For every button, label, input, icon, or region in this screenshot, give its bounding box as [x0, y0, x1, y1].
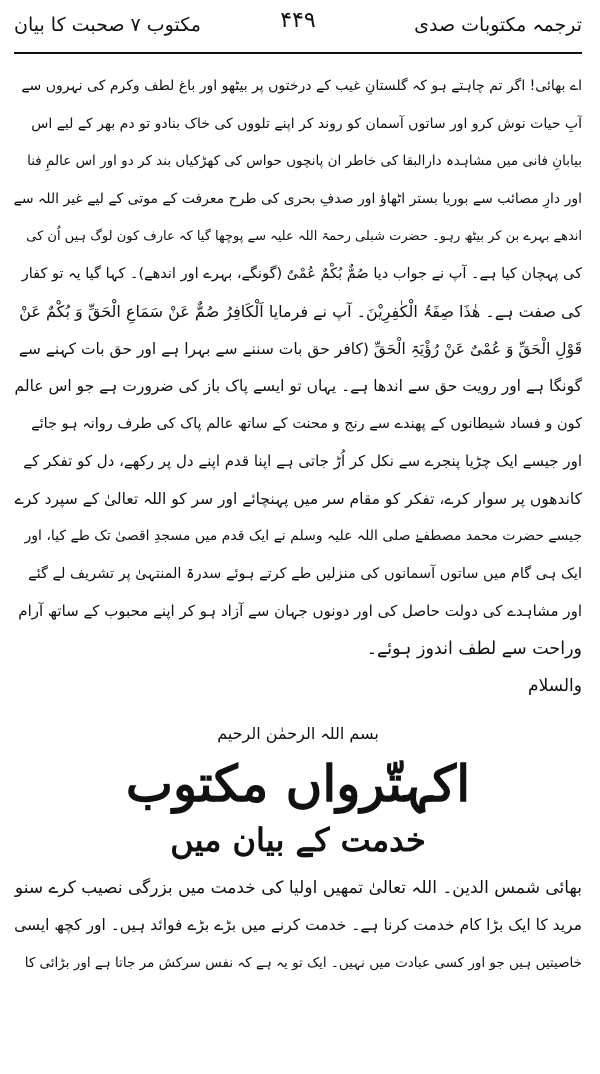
page-header [14, 0, 582, 46]
text-line: مرید کا ایک بڑا کام خدمت کرنا ہے۔ خدمت کرنے میں بڑے بڑے فوائد ہیں۔ اور کچھ ایسی [14, 916, 582, 934]
running-title-right: ترجمہ مکتوبات صدی [414, 14, 582, 36]
text-line: اے بھائی! اگر تم چاہتے ہو کہ گلستانِ غیب کے درختوں پر بیٹھو اور باغ لطف وکرم کی نہروں سے [21, 78, 582, 94]
text-line: اور مشاہدے کی دولت حاصل کی اور دونوں جہان سے آزاد ہو کر اپنے محبوب کے ساتھ آرام [18, 602, 582, 620]
running-title-left: مکتوب ۷ صحبت کا بیان [14, 14, 201, 36]
text-line: کی صفت ہے۔ ھٰذَا صِفَۃُ الْکٰفِرِیْنَ۔ آپ نے فرمایا اَلْکَافِرُ صُمٌّ عَنْ سَمَاعِ الْحَقِّ وَ بُکْمٌ عَنْ [19, 302, 582, 321]
text-line: بھائی شمس الدین۔ اللہ تعالیٰ تمھیں اولیا کی خدمت میں بزرگی نصیب کرے سنو [14, 877, 582, 898]
text-line: خاصیتیں ہیں جو اور کسی عبادت میں نہیں۔ ایک تو یہ ہے کہ نفس سرکش مر جاتا ہے اور بڑائی کا [24, 954, 582, 971]
letter-subtitle: خدمت کے بیان میں [170, 820, 426, 859]
text-line: کاندھوں پر سوار کرے، تفکر کو مقام سر میں پہنچائے اور سر کو اللہ تعالیٰ کے سپرد کرے [14, 489, 582, 508]
letter-title: اکہتّرواں مکتوب [125, 753, 471, 813]
text-line: قَوْلِ الْحَقِّ وَ عُمْیٌ عَنْ رُؤْیَۃِ الْحَقِّ (کافر حق بات سننے سے بہرا ہے اور حق بات کہنے سے [18, 339, 582, 358]
text-line: بیابانِ فانی میں مشاہدہ دارالبقا کی خاطر ان پانچوں حواس کی کھڑکیاں بند کر دو اور اس عالمِ فنا [27, 153, 582, 169]
body-paragraph-2 [14, 870, 582, 983]
closing-salutation: والسلام [528, 676, 582, 696]
text-line: اندھے بہرے بن کر بیٹھ رہو۔ حضرت شبلی رحمۃ اللہ علیہ سے پوچھا گیا کہ عارف کون لوگ ہیں اُن کی [26, 229, 582, 244]
text-line: کون و فساد شیطانوں کے پھندے سے رنج و محنت کے ساتھ عالم پاک کی طرف روانہ ہو جائے [31, 415, 582, 432]
text-line: جیسے حضرت محمد مصطفےٰ صلی اللہ علیہ وسلم نے ایک قدم میں مسجدِ اقصیٰ تک طے کیا، اور [24, 528, 582, 544]
bismillah-heading: بسم اللہ الرحمٰن الرحیم [217, 723, 379, 743]
text-line: اور دارِ مصائب سے بوریا بستر اٹھاؤ اور صدفِ بحری کی طرح معرفت کے موتی کے لیے غیر اللہ سے [14, 190, 582, 207]
page-number: ۴۴۹ [280, 8, 316, 33]
text-line: ایک ہی گام میں ساتوں آسمانوں کی منزلیں طے کرتے ہوئے سدرۃ المنتہیٰ پر تشریف لے گئے [28, 565, 582, 582]
text-line: کی پہچان کیا ہے۔ آپ نے جواب دیا صُمٌّ بُکْمٌ عُمْیٌ (گونگے، بہرے اور اندھے)۔ کہا گیا یہ تو کفار [21, 265, 582, 282]
header-rule [14, 52, 582, 54]
text-line: وراحت سے لطف اندوز ہوئے۔ [366, 638, 582, 659]
body-paragraph-1 [14, 68, 582, 668]
text-line: آبِ حیات نوش کرو اور ساتوں آسمان کو روند کر اپنے تلووں کی خاک بنادو تو دم بھر کے لیے اس [31, 115, 582, 132]
text-line: گونگا ہے اور رویت حق سے اندھا ہے۔ یہاں تو ایسے پاک باز کی ضرورت ہے جو اس عالم [14, 377, 582, 395]
text-line: اور جیسے ایک چڑیا پنجرے سے نکل کر اُڑ جاتی ہے اپنا قدم اپنے دل پر رکھے، دل کو تفکر کے [23, 452, 582, 470]
